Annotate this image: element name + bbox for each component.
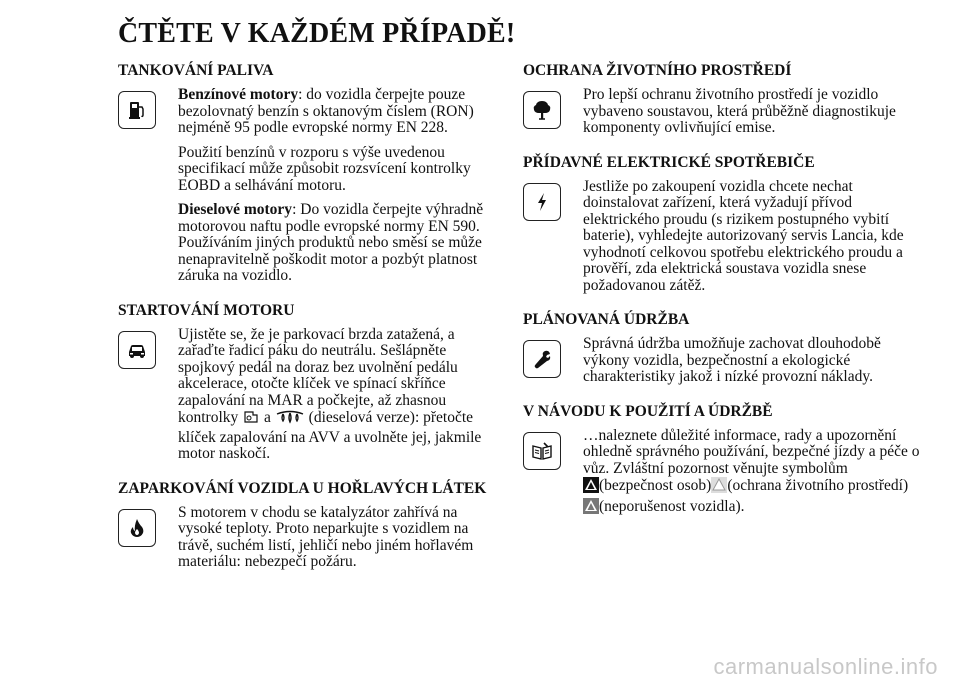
starting-text: Ujistěte se, že je parkovací brzda zatažená, a zařaďte řadicí páku do neutrálu. Sešlápněte spojkový pedál na doraz bez uvolnění pedálu akcelerace, otočte klíček ve spínací skříňce zapalování na MAR a počkejte, až zhasnou kontrolky: [178, 325, 458, 426]
starting-text-end: (dieselová verze): přetočte klíček zapalování na AVV a uvolněte jej, jakmile motor naskočí.: [178, 409, 482, 462]
right-column: [523, 62, 923, 535]
section-heading-manual: V NÁVODU K POUŽITÍ A ÚDRŽBĚ: [523, 402, 773, 420]
manual-text-vehicle: (neporušenost vozidla).: [599, 497, 745, 515]
left-column: [118, 62, 490, 588]
section-heading-maintenance: PLÁNOVANÁ ÚDRŽBA: [523, 311, 690, 328]
environment-paragraph: Pro lepší ochranu životního prostředí je vozidlo vybaveno soustavou, která průběžně diagnostikuje komponenty ovlivňující emise.: [583, 86, 896, 136]
diesel-engines-label: Dieselové motory: [178, 201, 293, 218]
electrical-paragraph: Jestliže po zakoupení vozidla chcete nechat doinstalovat zařízení, která vyžadují přívod elektrického proudu (s rizikem postupného vybití baterie), vyhledejte autorizovaný servis Lancia, kde vyhodnotí celkovou spotřebu elektrického proudu a prověří, zda elektrická soustava vozidla snese požadovanou zátěž.: [583, 177, 904, 294]
section-manual: [523, 428, 923, 527]
wrench-icon: [523, 340, 561, 378]
vehicle-integrity-icon: [583, 498, 599, 519]
tree-icon: [523, 91, 561, 129]
section-heading-electrical: PŘÍDAVNÉ ELEKTRICKÉ SPOTŘEBIČE: [523, 153, 815, 171]
page-title: ČTĚTE V KAŽDÉM PŘÍPADĚ!: [118, 18, 516, 49]
fire-icon: [118, 509, 156, 547]
section-heading-starting: STARTOVÁNÍ MOTORU: [118, 301, 295, 319]
petrol-text: : do vozidla čerpejte pouze bezolovnatý benzín s oktanovým číslem (RON) nejméně 95 podle evropské normy EN 228.: [178, 86, 474, 136]
glow-plug-icon: [275, 409, 305, 430]
parking-paragraph: S motorem v chodu se katalyzátor zahřívá na vysoké teploty. Proto neparkujte s vozidlem na trávě, suchém listí, jehličí nebo jiném hořlavém materiálu: nebezpečí požáru.: [178, 503, 474, 570]
section-parking: [118, 505, 490, 579]
book-icon: [523, 432, 561, 470]
petrol-engines-label: Benzínové motory: [178, 86, 299, 103]
starting-paragraph: [178, 327, 490, 463]
starting-and: a: [264, 409, 271, 426]
section-heading-parking: ZAPARKOVÁNÍ VOZIDLA U HOŘLAVÝCH LÁTEK: [118, 479, 487, 497]
section-heading-environment: OCHRANA ŽIVOTNÍHO PROSTŘEDÍ: [523, 62, 792, 79]
manual-paragraph: [583, 428, 923, 519]
environment-symbol-icon: [711, 477, 727, 498]
diesel-text: : Do vozidla čerpejte výhradně motorovou naftu podle evropské normy EN 590. Používáním jiných produktů nebo směsí se může nenapravitelně poškodit motor a pozbýt platnost záruka na vozidlo.: [178, 201, 484, 284]
watermark: carmanualsonline.info: [713, 654, 938, 679]
section-electrical: [523, 179, 923, 303]
maintenance-paragraph: Správná údržba umožňuje zachovat dlouhodobě výkony vozidla, bezpečnostní a ekologické charakteristiky jakož i nízké provozní náklady.: [583, 335, 881, 385]
section-fuel: [118, 87, 490, 293]
manual-text: …naleznete důležité informace, rady a upozornění ohledně správného používání, bezpečné jízdy a péče o vůz. Zvláštní pozornost věnujte symbolům: [583, 426, 920, 477]
section-heading-fuel: TANKOVÁNÍ PALIVA: [118, 62, 274, 79]
section-maintenance: [523, 336, 923, 394]
car-icon: [118, 331, 156, 369]
lightning-icon: [523, 183, 561, 221]
section-environment: [523, 87, 923, 145]
fuel-pump-icon: [118, 91, 156, 129]
fuel-petrol-paragraph: [178, 87, 490, 137]
section-starting: [118, 327, 490, 471]
engine-warning-icon: [242, 409, 260, 430]
manual-text-environment: (ochrana životního prostředí): [727, 477, 909, 494]
person-safety-icon: [583, 477, 599, 498]
manual-text-persons: (bezpečnost osob): [599, 477, 712, 494]
fuel-diesel-paragraph: [178, 202, 490, 285]
fuel-warning-paragraph: Použití benzínů v rozporu s výše uvedenou specifikací může způsobit rozsvícení kontrolky EOBD a selhávání motoru.: [178, 143, 471, 194]
